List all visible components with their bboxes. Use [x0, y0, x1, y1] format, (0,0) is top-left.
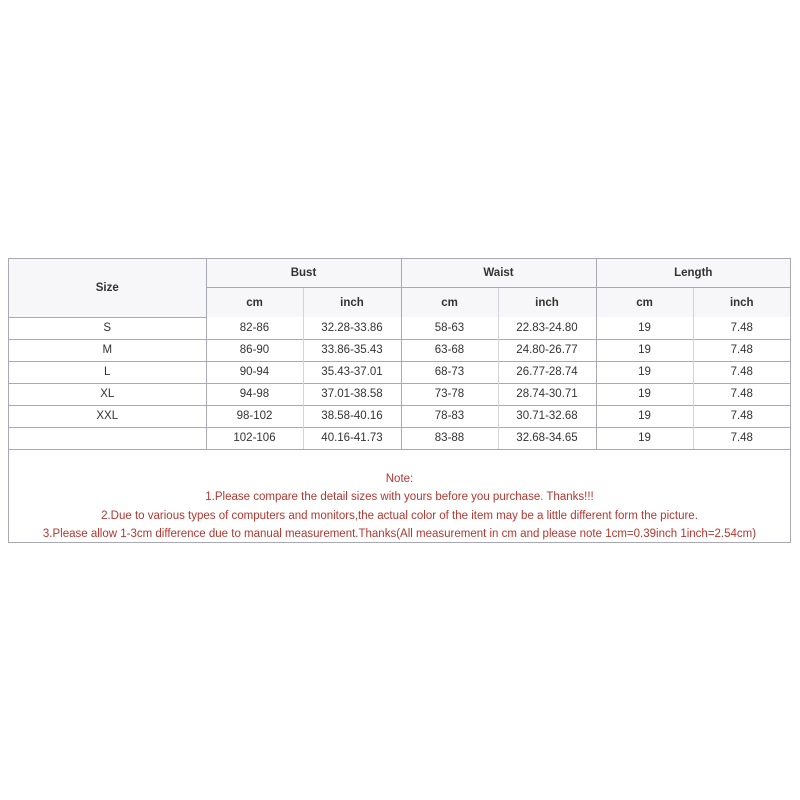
length-inch-cell: 7.48 [693, 383, 790, 405]
length-inch-cell: 7.48 [693, 339, 790, 361]
size-cell: M [9, 339, 206, 361]
bust-inch-cell: 32.28-33.86 [303, 317, 401, 339]
note-line-3: 3.Please allow 1-3cm difference due to manual measurement.Thanks(All measurement in cm and please note 1cm=0.39inch 1inch=2.54cm) [42, 528, 757, 540]
size-cell: XL [9, 383, 206, 405]
waist-inch-cell: 28.74-30.71 [498, 383, 596, 405]
bust-inch-cell: 37.01-38.58 [303, 383, 401, 405]
size-cell [9, 427, 206, 449]
bust-inch-cell: 38.58-40.16 [303, 405, 401, 427]
table-row [9, 427, 790, 449]
header-bust-cm: cm [206, 288, 303, 318]
length-inch-cell: 7.48 [693, 427, 790, 449]
bust-cm-cell: 86-90 [206, 339, 303, 361]
waist-inch-cell: 26.77-28.74 [498, 361, 596, 383]
length-inch-cell: 7.48 [693, 361, 790, 383]
header-bust-inch: inch [303, 288, 401, 318]
header-bust: Bust [206, 259, 401, 288]
size-table [9, 259, 790, 449]
note-line-1: 1.Please compare the detail sizes with yours before you purchase. Thanks!!! [205, 491, 594, 503]
bust-cm-cell: 82-86 [206, 317, 303, 339]
size-cell: L [9, 361, 206, 383]
waist-inch-cell: 24.80-26.77 [498, 339, 596, 361]
waist-inch-cell: 22.83-24.80 [498, 317, 596, 339]
waist-inch-cell: 32.68-34.65 [498, 427, 596, 449]
header-waist-cm: cm [401, 288, 498, 318]
bust-cm-cell: 94-98 [206, 383, 303, 405]
length-cm-cell: 19 [596, 405, 693, 427]
table-row [9, 361, 790, 383]
table-row [9, 339, 790, 361]
length-cm-cell: 19 [596, 317, 693, 339]
length-inch-cell: 7.48 [693, 317, 790, 339]
header-waist-inch: inch [498, 288, 596, 318]
note-line-2: 2.Due to various types of computers and monitors,the actual color of the item may be a little different form the picture. [101, 509, 698, 522]
bust-inch-cell: 35.43-37.01 [303, 361, 401, 383]
length-cm-cell: 19 [596, 383, 693, 405]
waist-cm-cell: 78-83 [401, 405, 498, 427]
size-cell: XXL [9, 405, 206, 427]
waist-inch-cell: 30.71-32.68 [498, 405, 596, 427]
bust-cm-cell: 98-102 [206, 405, 303, 427]
waist-cm-cell: 83-88 [401, 427, 498, 449]
table-row [9, 317, 790, 339]
header-length: Length [596, 259, 790, 288]
length-cm-cell: 19 [596, 427, 693, 449]
header-size: Size [9, 259, 206, 317]
waist-cm-cell: 68-73 [401, 361, 498, 383]
waist-cm-cell: 58-63 [401, 317, 498, 339]
header-length-inch: inch [693, 288, 790, 318]
header-length-cm: cm [596, 288, 693, 318]
waist-cm-cell: 73-78 [401, 383, 498, 405]
table-row [9, 383, 790, 405]
length-inch-cell: 7.48 [693, 405, 790, 427]
size-chart [8, 258, 791, 543]
note-title: Note: [385, 472, 414, 485]
bust-cm-cell: 90-94 [206, 361, 303, 383]
length-cm-cell: 19 [596, 339, 693, 361]
bust-inch-cell: 33.86-35.43 [303, 339, 401, 361]
size-cell: S [103, 322, 112, 334]
table-row [9, 405, 790, 427]
bust-inch-cell: 40.16-41.73 [303, 427, 401, 449]
bust-cm-cell: 102-106 [206, 427, 303, 449]
waist-cm-cell: 63-68 [401, 339, 498, 361]
header-waist: Waist [401, 259, 596, 288]
length-cm-cell: 19 [596, 361, 693, 383]
note-section [9, 449, 790, 544]
